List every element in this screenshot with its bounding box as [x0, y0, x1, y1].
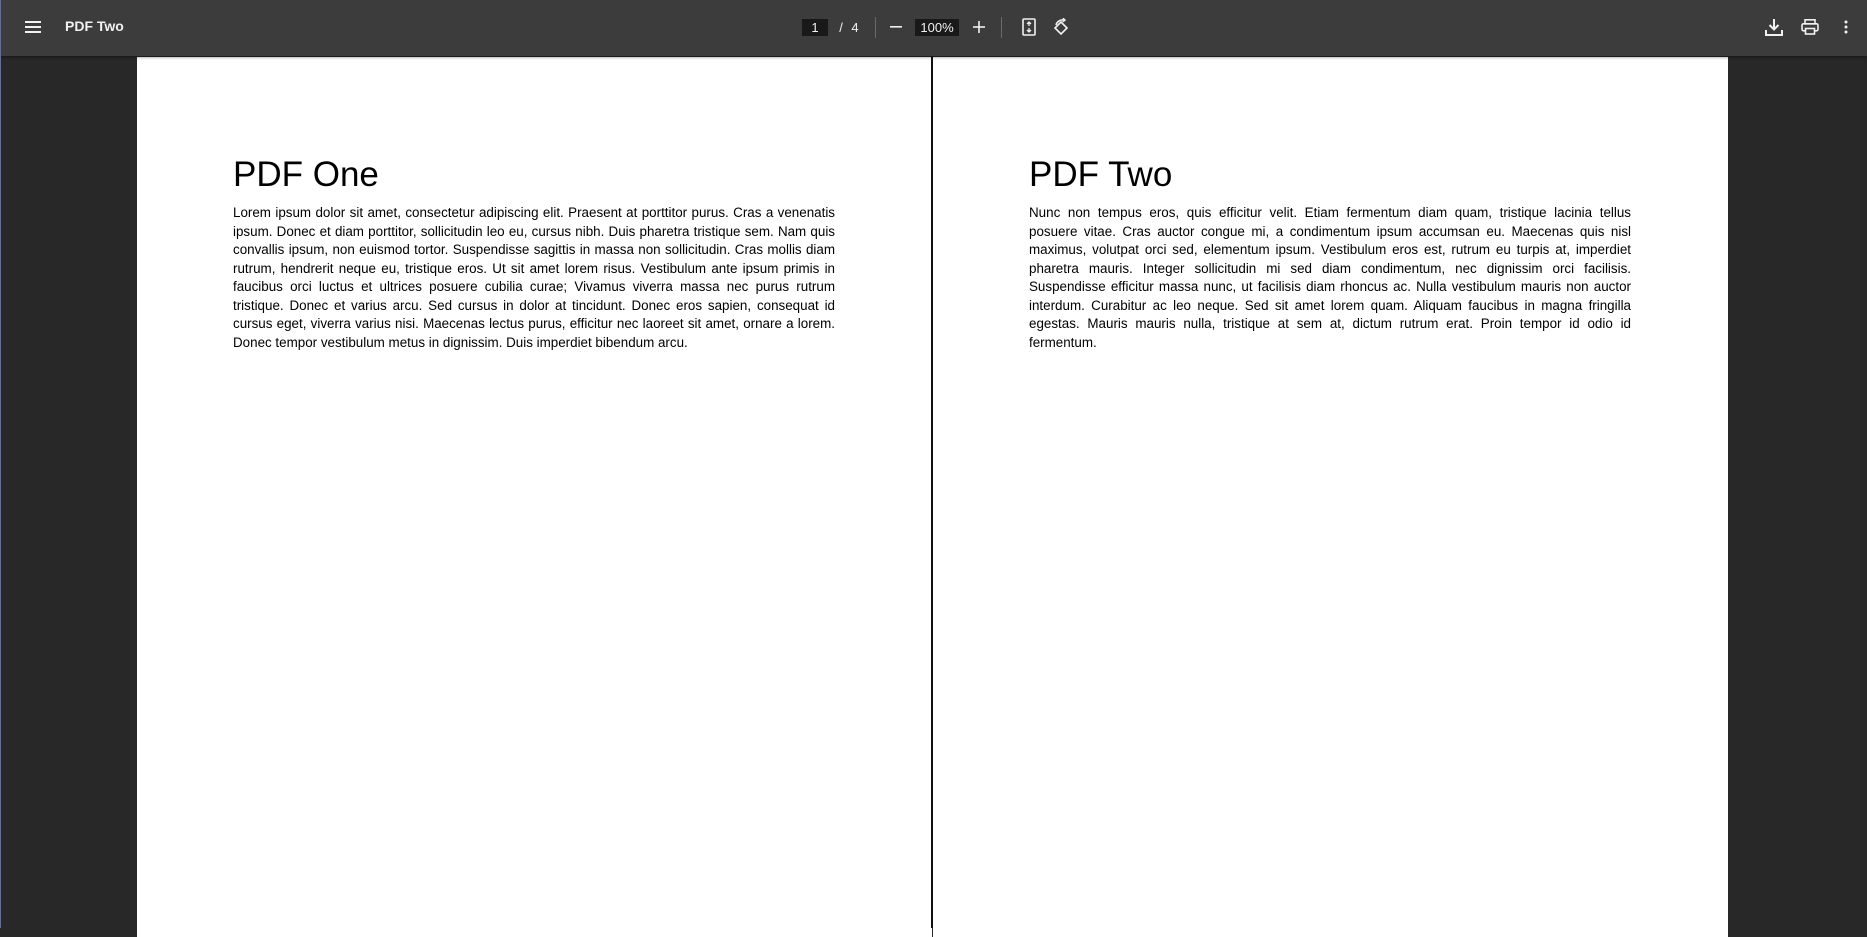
plus-icon	[973, 21, 985, 33]
zoom-out-button[interactable]	[880, 11, 912, 43]
rotate-button[interactable]	[1045, 11, 1077, 43]
pdf-toolbar	[0, 0, 1867, 56]
print-button[interactable]	[1794, 11, 1826, 43]
page-body-text: Nunc non tempus eros, quis efficitur velit. Etiam fermentum diam quam, tristique lacinia tellus posuere vitae. Cras auctor congue mi, a condimentum ipsum accumsan eu. Maecenas quis nisl maximus, volutpat orci sed, elementum ipsum. Vestibulum eros est, rutrum eu turpis at, imperdiet pharetra mauris. Integer sollicitudin mi sed diam condimentum, nec dignissim orci facilisis. Suspendisse efficitur massa nunc, ut facilisis diam rhoncus ac. Nulla vestibulum mauris non auctor interdum. Curabitur ac leo neque. Sed sit amet lorem quam. Aliquam faucibus in magna fringilla egestas. Mauris mauris nulla, tristique at sem at, dictum rutrum erat. Proin tempor id odio id fermentum.	[1029, 205, 1631, 350]
window-left-edge	[0, 0, 1, 928]
total-pages: 4	[851, 20, 859, 35]
page-heading: PDF Two	[1029, 155, 1173, 194]
print-icon	[1801, 19, 1819, 35]
download-button[interactable]	[1758, 11, 1790, 43]
pdf-page	[137, 57, 932, 937]
zoom-level-input[interactable]	[915, 19, 959, 36]
menu-button[interactable]	[17, 11, 49, 43]
rotate-icon	[1052, 18, 1070, 36]
fit-to-page-button[interactable]	[1013, 11, 1045, 43]
zoom-in-button[interactable]	[963, 11, 995, 43]
toolbar-divider	[1001, 17, 1002, 38]
toolbar-divider	[875, 17, 876, 38]
pdf-page	[933, 57, 1728, 937]
minus-icon	[890, 21, 902, 33]
page-number-input[interactable]	[802, 19, 828, 36]
download-icon	[1765, 18, 1783, 36]
page-separator: /	[839, 20, 843, 35]
pdf-viewer-area[interactable]	[0, 56, 1867, 928]
page-body-text: Lorem ipsum dolor sit amet, consectetur adipiscing elit. Praesent at porttitor purus. Cras a venenatis ipsum. Donec et diam porttitor, sollicitudin leo eu, cursus nibh. Duis pharetra tristique sem. Nam quis convallis ipsum, non euismod tortor. Suspendisse sagittis in massa non sollicitudin. Cras mollis diam rutrum, hendrerit neque eu, tristique eros. Ut sit amet lorem risus. Vestibulum ante ipsum primis in faucibus orci luctus et ultrices posuere cubilia curae; Vivamus viverra massa nec purus rutrum tristique. Donec et varius arcu. Sed cursus in dolor at tincidunt. Donec eros sapien, consequat id cursus eget, viverra varius nisi. Maecenas lectus purus, efficitur nec laoreet sit amet, ornare a lorem. Donec tempor vestibulum metus in dignissim. Duis imperdiet bibendum arcu.	[233, 205, 835, 350]
hamburger-menu-icon	[25, 21, 41, 33]
more-actions-button[interactable]	[1830, 11, 1862, 43]
more-vertical-icon	[1844, 20, 1848, 34]
page-heading: PDF One	[233, 155, 379, 194]
fit-to-page-icon	[1022, 18, 1036, 36]
document-title: PDF Two	[65, 18, 124, 34]
